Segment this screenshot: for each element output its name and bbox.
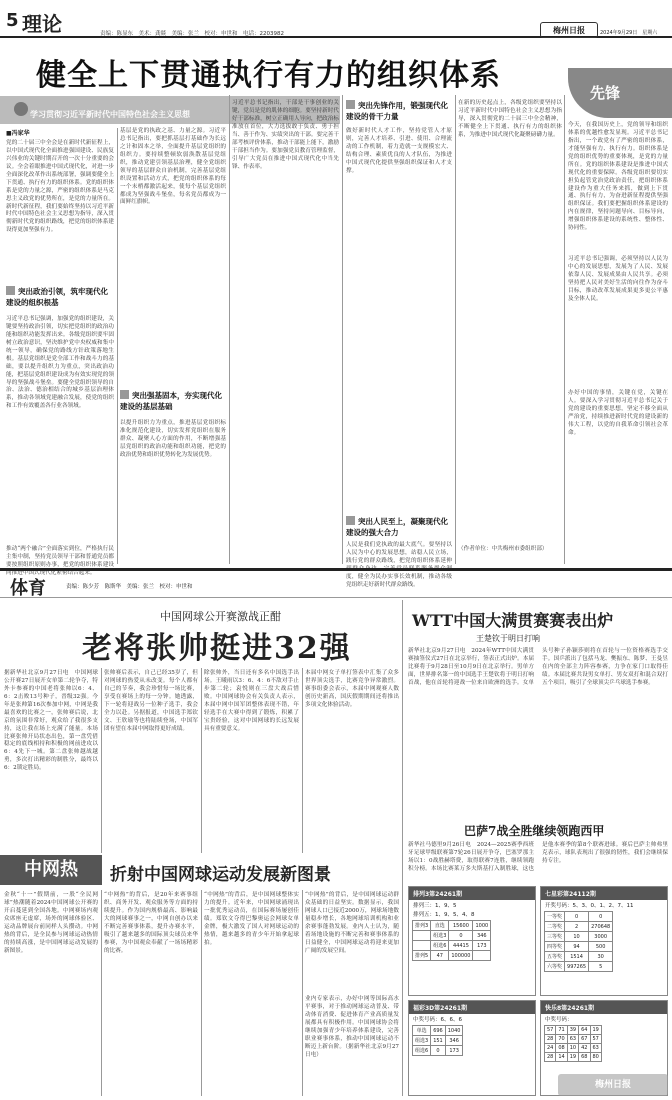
sidebar-text: 办好中国的事情，关键在党，关键在人。要深入学习贯彻习近平总书记关于党的建设的重要思想，坚定不移全面从严治党，持续推进新时代党的建设新的伟大工程，以党的自我革命引领社会革命。 (568, 390, 668, 436)
table-cell: 组选6 (431, 941, 449, 951)
subheading: 突出人民至上，凝聚现代化建设的强大合力 (346, 517, 448, 537)
column-divider (564, 95, 565, 564)
column-divider (201, 668, 202, 853)
table-cell: 0 (589, 912, 613, 922)
watermark-stamp: 梅州日报 (558, 1074, 668, 1096)
table-cell: 10 (567, 1044, 578, 1053)
table-cell: 28 (545, 1053, 556, 1062)
section-divider (0, 568, 672, 571)
article-text: 业内专家表示，办好中网等国际高水平赛事，对于推动网球运动普及、带动体育消费、促进体育产业高质量发展都具有积极作用。中国网球协会将继续加强青少年培养体系建设，完善职业赛事体系，推动中国网球运动不断迈上新台阶。（据新华社北京9月27日电） (305, 996, 399, 1058)
article-text: “中网热”的背后，是中国网球整体实力的提升。近年来，中国网球涌现出一批优秀运动员，在国际赛场屡创佳绩。郑钦文夺得巴黎奥运会网球女单金牌，极大激发了国人对网球运动的热情，越来越多的青少年开始拿起球拍。 (204, 892, 299, 946)
table-cell: 组选6 (413, 1046, 431, 1056)
table-cell: 直选 (431, 921, 449, 931)
table-cell: 0 (565, 912, 589, 922)
issue-date: 2024年9月29日 星期六 (600, 30, 658, 36)
lottery-table (544, 911, 613, 972)
section-number: 5 (6, 10, 19, 31)
table-cell: 08 (556, 1044, 567, 1053)
wtt-subheadline: 王楚钦于明日打响 (476, 634, 540, 643)
lottery-result: 排列五：1、9、5、4、8 (413, 912, 475, 918)
vanguard-label: 先锋 (590, 84, 621, 102)
table-cell: 二等奖 (545, 922, 565, 932)
article-text: 党的二十届三中全会是在新时代新征程上，以中国式现代化全面推进强国建设、民族复兴伟业的关键时期召开的一次十分重要的会议。全会着眼推进中国式现代化，对进一步全面深化改革作出系统部署，强调要健全上下贯通、执行有力的组织体系。党的组织体系是党的力量之源，严密的组织体系是马克思主义政党的优势所在，是党的力量所在。新时代新征程，我们要始终坚持以习近平新时代中国特色社会主义思想为指导，深入贯彻新时代党的组织路线，把党的组织体系建设得更加坚强有力。 (6, 140, 114, 234)
table-cell: 19 (567, 1053, 578, 1062)
table-cell: 151 (431, 1036, 446, 1046)
table-cell: 67 (579, 1035, 590, 1044)
article-text: “中网热”的背后，是中国网球运动群众基础的日益坚实。数据显示，我国网球人口已接近2000万，网球场地数量稳步增长，各地网球培训机构和业余赛事蓬勃发展。业内人士认为，随着场地设施的不断完善和赛事体系的日益健全，中国网球运动将迎来更加广阔的发展空间。 (305, 892, 399, 954)
table-cell (413, 931, 431, 941)
article-text: 除张帅外，当日还有多名中国选手出场。王曦雨以3：6、4：6不敌对手止步第二轮；袁悦则在三盘大战后惜败。中国网球协会有关负责人表示，本届中网中国军团整体表现不错，年轻选手在大赛中得到了锻炼，积累了宝贵经验，这对中国网球的长远发展具有重要意义。 (204, 670, 299, 732)
table-cell: 组选3 (431, 931, 449, 941)
table-cell: 39 (567, 1026, 578, 1035)
column-divider (229, 95, 230, 564)
column-divider (342, 95, 343, 564)
lottery-box (408, 1000, 536, 1096)
tennis-kicker: 中国网球公开赛激战正酣 (160, 610, 281, 623)
table-cell: 六等奖 (545, 962, 565, 972)
table-cell (473, 951, 491, 961)
editor-credits: 责编：陈少芳 陈斯华 美编：张兰 校对：申世和 (66, 584, 193, 590)
column-divider (101, 890, 102, 1096)
table-cell: 1040 (445, 1026, 463, 1036)
sidebar-text: 习近平总书记强调，必须坚持以人民为中心的发展思想，发展为了人民、发展依靠人民、发展成果由人民共享。必须坚持把人民对美好生活的向往作为奋斗目标，推动改革发展成果更多更公平惠及全体人民。 (568, 256, 668, 302)
table-cell: 68 (579, 1053, 590, 1062)
article-text: “中网热”的背后，是20年来赛事组织、商务开发、观众服务等方面的持续提升。作为国内规格最高、影响最大的网球赛事之一，中网自创办以来不断完善赛事体系，提升办赛水平，吸引了越来越多的国际顶尖球员来华参赛，为中国观众奉献了一场场精彩的比赛。 (104, 892, 198, 954)
table-cell: 0 (431, 1046, 446, 1056)
table-cell (413, 941, 431, 951)
hot-topic-headline: 折射中国网球运动发展新图景 (110, 865, 331, 885)
table-cell: 排列5 (413, 951, 431, 961)
lottery-title: 福彩3D第24261期 (409, 1001, 535, 1014)
emblem-icon (14, 102, 28, 116)
table-cell: 57 (590, 1035, 601, 1044)
arrow-icon (6, 286, 15, 295)
arrow-icon (346, 516, 355, 525)
theory-headline: 健全上下贯通执行有力的组织体系 (36, 58, 501, 93)
lottery-box (540, 886, 668, 996)
laliga-headline: 巴萨7战全胜继续领跑西甲 (464, 824, 605, 838)
article-text: 人民是我们党执政的最大底气。要坚持以人民为中心的发展思想，站稳人民立场，践行党的群众路线，把党的组织体系延伸到群众身边，完善党员联系服务群众制度，健全为民办实事长效机制，推动各级党组织走好新时代群众路线。 (346, 542, 452, 588)
lottery-title: 快乐8第24261期 (541, 1001, 667, 1014)
lottery-table (412, 1025, 463, 1056)
lottery-title: 排列3第24261期 (409, 887, 535, 900)
table-cell: 组选3 (413, 1036, 431, 1046)
article-text: 在新的历史起点上，各级党组织要坚持以习近平新时代中国特色社会主义思想为指导，深入贯彻党的二十届三中全会精神，不断健全上下贯通、执行有力的组织体系，为推进中国式现代化凝聚磅礴力量。 (458, 100, 562, 138)
lottery-result: 排列三：1、9、5 (413, 903, 457, 909)
lottery-result: 中奖号码：6、6、6 (413, 1017, 462, 1023)
table-cell: 19 (590, 1026, 601, 1035)
table-cell: 70 (556, 1035, 567, 1044)
table-cell: 57 (545, 1026, 556, 1035)
column-divider (101, 668, 102, 853)
table-cell: 346 (445, 1036, 463, 1046)
column-divider (455, 95, 456, 564)
article-text: 据新华社北京9月27日电 中国网球公开赛27日展开女单第二轮争夺，特外卡参赛的中国老将张帅以6：4、6：2击败13号种子，晋级32强。今年是张帅第16次参加中网，中网是我最喜欢的比赛之一，张帅赛后说，北京的氛围非常好，观众给了我很多支持，这让我在场上充满了能量。本场比赛张帅开局状态出色，第一盘凭借稳定的底线相持和积极的网前进攻以6：4先下一城。第二盘张帅越战越勇，多次打出精彩的制胜分，最终以6：2锁定胜局。 (4, 670, 98, 772)
table-cell: 0 (449, 931, 473, 941)
article-text: 推动“两个融合”全面落实到位，严格执行民主集中制，坚持党员领导干部和普通党员都要按照组织原则办事，把党的组织体系建设同推进中国式现代化紧密结合起来。 (6, 546, 114, 576)
table-cell: 346 (473, 931, 491, 941)
article-text: 习近平总书记指出，干部是干事创业的关键，党员是党的肌体的细胞。要坚持新时代好干部标准，树立正确用人导向，把政治标准放在首位，大力选拔敢于负责、勇于担当、善于作为、实绩突出的干部。要完善干部考核评价体系，推动干部能上能下，激励干部担当作为。要加强党员教育管理监督，引导广大党员在推进中国式现代化中当先锋、作表率。 (232, 100, 339, 170)
study-banner-text: 学习贯彻习近平新时代中国特色社会主义思想 (30, 110, 190, 119)
column-divider (302, 668, 303, 853)
table-cell: 71 (556, 1026, 567, 1035)
sidebar-text: 今天，在我国历史上，党的领导和组织体系的优越性愈发显现。习近平总书记指出，一个政党有了严密的组织体系，才能坚强有力、执行有力。组织体系是党的组织优势的重要体现，是党的力量所在。党的组织体系建设是推进中国式现代化的重要保障。各级党组织要切实担负起管党治党政治责任，把组织体系建设作为重大任务来抓，做到上下贯通、执行有力，为奋进新征程提供坚强组织保证。我们要把握组织体系建设的内在规律，坚持问题导向、目标导向，增强组织体系建设的系统性、整体性、协同性。 (568, 122, 668, 232)
rule (0, 597, 672, 598)
table-cell: 24 (545, 1044, 556, 1053)
table-cell: 四等奖 (545, 942, 565, 952)
lottery-table (412, 920, 491, 961)
subheading: 突出先锋作用，锻强现代化建设的骨干力量 (346, 101, 448, 121)
table-cell: 一等奖 (545, 912, 565, 922)
table-cell: 500 (589, 942, 613, 952)
article-text: 习近平总书记强调，加强党的组织建设，关键要坚持政治引领，切实把党组织的政治功能和组织功能发挥出来。各级党组织要牢固树立政治意识，坚决维护党中央权威和集中统一领导，确保党的路线方针政策落地生根。基层党组织是党全部工作和战斗力的基础，要以提升组织力为重点，突出政治功能，把基层党组织建设成为有效实现党的领导的坚强战斗堡垒。要健全党组织领导的自治、法治、德治相结合的城乡基层治理体系，推动各领域党建融合发展，使党的组织和工作有效覆盖各行业各领域。 (6, 316, 114, 410)
lottery-table (544, 1025, 602, 1062)
table-cell: 63 (567, 1035, 578, 1044)
article-text: 基层是党的执政之基、力量之源。习近平总书记指出，要把抓基层打基础作为长远之计和固本之举，全面提升基层党组织的组织力。要持续整顿软弱涣散基层党组织，推动党建引领基层治理，健全党组织领导的基层群众自治机制，完善基层党组织设置和活动方式，把党的组织体系的每一个末梢都激活起来，使每个基层党组织都成为坚强战斗堡垒，每名党员都成为一面鲜红旗帜。 (120, 128, 226, 206)
table-cell: 42 (579, 1044, 590, 1053)
newspaper-logo: 梅州日报 (540, 22, 598, 38)
table-cell: 80 (590, 1053, 601, 1062)
table-cell: 5 (589, 962, 613, 972)
arrow-icon (346, 100, 355, 109)
lottery-title: 七星彩第24112期 (541, 887, 667, 900)
table-cell: 10 (565, 932, 589, 942)
article-text: 新华社北京9月27日电 2024年WTT中国大满贯赛抽签仪式27日在北京举行，签表正式出炉。本届比赛将于9月28日至10月9日在北京举行。男单方面，世界排名第一的中国选手王楚钦将于明日打响首战，他在首轮将迎战一位来自欧洲的选手。女单头号种子孙颖莎则将在首轮与一位资格赛选手交手。国乒派出了包括马龙、樊振东、陈梦、王曼昱在内的全部主力阵容参赛，力争在家门口取得佳绩。本届比赛共设男女单打、男女双打和混合双打五个项目，吸引了全球顶尖乒乓球选手参赛。 (408, 648, 668, 686)
article-text: 新华社马德里9月26日电 2024—2025赛季西班牙足球甲级联赛第7轮26日展开争夺，巴塞罗那主场以1：0战胜赫塔费，取得联赛7连胜，继续领跑积分榜。本场比赛莱万多夫斯基打入制胜球，这也是他本赛季的第8个联赛进球。赛后巴萨主帅弗里克表示，球队表现出了很强的韧性，我们会继续保持专注。 (408, 842, 668, 872)
table-cell: 173 (473, 941, 491, 951)
hot-topic-badge: 中网热 (0, 855, 102, 885)
table-cell: 1514 (565, 952, 589, 962)
table-cell: 三等奖 (545, 932, 565, 942)
table-cell: 15600 (449, 921, 473, 931)
table-cell: 94 (565, 942, 589, 952)
table-cell: 100000 (449, 951, 473, 961)
table-cell: 五等奖 (545, 952, 565, 962)
article-text: 张帅赛后表示，自己已经35岁了，但对网球的热爱从未改变。每个人都有自己的节奏，我会珍惜每一场比赛，享受在赛场上的每一分钟。她透露，下一轮将迎战另一位种子选手，我会全力以赴。另据报道，中国选手郑钦文、王欣瑜等也将陆续登场，中国军团有望在本届中网取得更好成绩。 (104, 670, 198, 732)
column-divider (302, 890, 303, 1096)
table-cell: 28 (545, 1035, 556, 1044)
table-cell: 30 (589, 952, 613, 962)
column-divider (201, 890, 202, 1096)
article-text: 做好新时代人才工作，坚持党管人才原则，完善人才培养、引进、使用、合理流动的工作机制，着力造就一支规模宏大、结构合理、素质优良的人才队伍，为推进中国式现代化提供坚强组织保证和人才支撑。 (346, 128, 452, 174)
table-cell: 3000 (589, 932, 613, 942)
lottery-box (408, 886, 536, 996)
table-cell: 1000 (473, 921, 491, 931)
table-cell: 2 (565, 922, 589, 932)
editor-credits: 责编：陈显东 美术：龚燚 美编：张兰 校对：申世和 电话：2203982 (100, 31, 284, 37)
subheading: 突出政治引领，筑牢现代化建设的组织根基 (6, 287, 108, 307)
table-cell: 14 (556, 1053, 567, 1062)
table-cell: 173 (445, 1046, 463, 1056)
table-cell: 997265 (565, 962, 589, 972)
table-cell: 排列3 (413, 921, 431, 931)
lottery-result: 中奖号码： (545, 1017, 573, 1023)
table-cell: 696 (431, 1026, 446, 1036)
article-source: （作者单位：中共梅州市委组织部） (458, 546, 548, 552)
article-text: 金秋“十一”假期前，一股“全民网球”热潮随着2024中国网球公开赛的开启蔓延到全国各地。中网赛场内观众席座无虚席，场外的网球体验区、运动品牌展台前同样人头攒动。中网热的背后，是全民参与网球运动热情的持续高涨，是中国网球运动发展的新图景。 (4, 892, 98, 954)
table-cell: 63 (590, 1044, 601, 1053)
table-cell: 47 (431, 951, 449, 961)
author: ■冯家华 (6, 130, 30, 137)
article-text: 本届中网女子单打签表中汇集了众多世界顶尖选手，比赛竞争异常激烈。赛事组委会表示，本届中网观赛人数创历史新高，国庆假期期间还将推出多项文化体验活动。 (305, 670, 399, 708)
table-cell: 单选 (413, 1026, 431, 1036)
arrow-icon (120, 390, 129, 399)
wtt-headline: WTT中国大满贯赛赛表出炉 (412, 611, 614, 630)
column-divider (402, 600, 403, 1096)
article-text: 以提升组织力为重点，推进基层党组织标准化规范化建设，切实发挥党组织在服务群众、凝聚人心方面的作用，不断增强基层党组织的政治功能和组织功能，把党的政治优势和组织优势转化为发展优势。 (120, 420, 226, 458)
tennis-headline: 老将张帅挺进32强 (82, 631, 352, 666)
section-name: 体育 (10, 578, 46, 599)
table-cell: 44415 (449, 941, 473, 951)
column-divider (117, 128, 118, 564)
table-cell: 64 (579, 1026, 590, 1035)
subheading: 突出强基固本，夯实现代化建设的基层基础 (120, 391, 222, 411)
section-name: 理论 (22, 12, 62, 36)
lottery-result: 开奖号码：5、3、0、1、2、7、11 (545, 903, 634, 909)
table-cell: 270648 (589, 922, 613, 932)
